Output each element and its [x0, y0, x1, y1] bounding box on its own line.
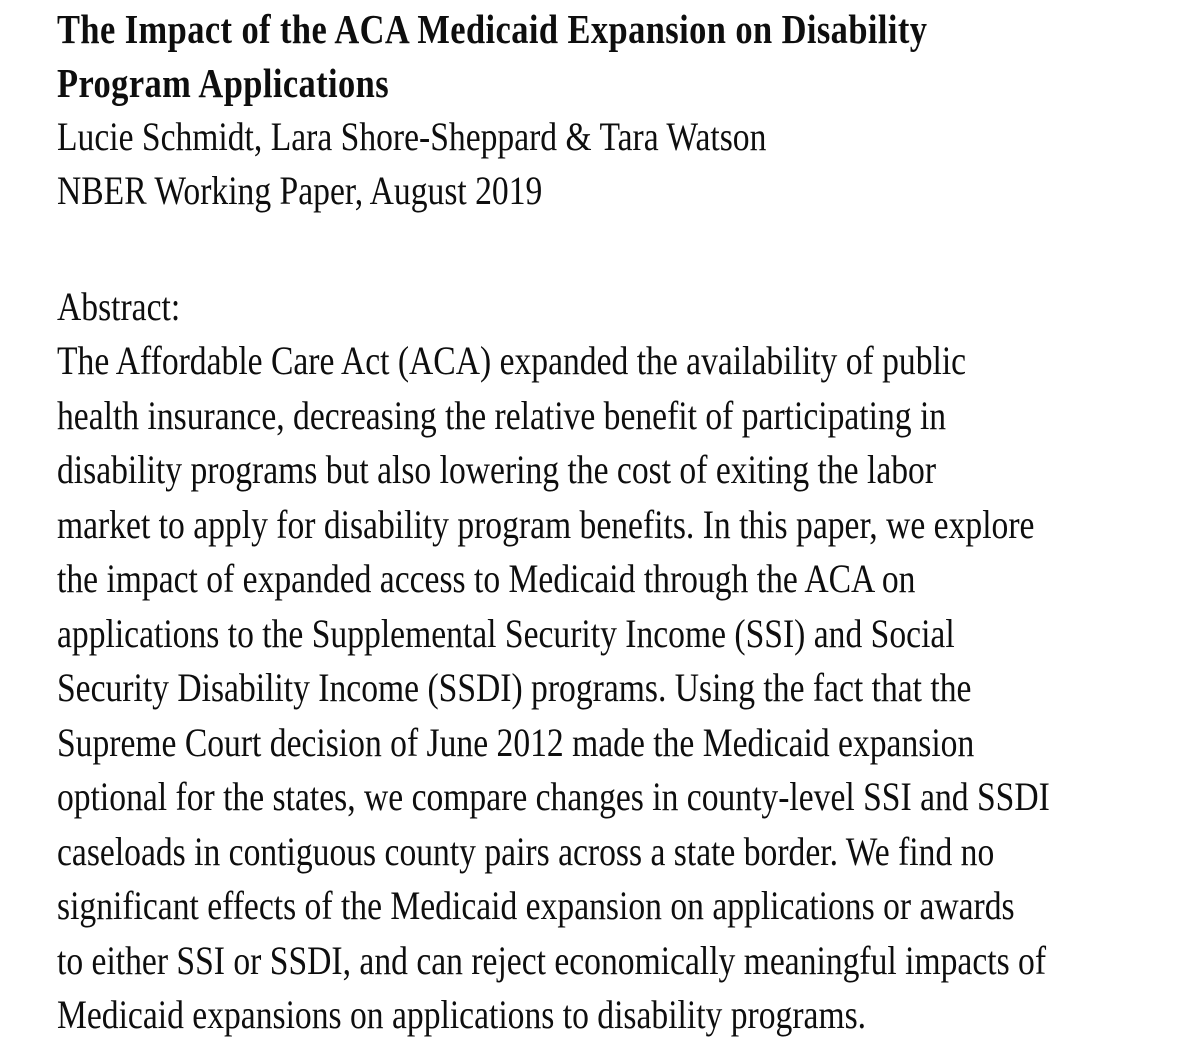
text-line: Supreme Court decision of June 2012 made the Medicaid expansion [57, 719, 975, 765]
text-line: disability programs but also lowering the cost of exiting the labor [57, 447, 937, 492]
text-line: The Affordable Care Act (ACA) expanded the availability of public [57, 338, 967, 383]
abstract-section [57, 280, 1050, 1043]
paper-authors: Lucie Schmidt, Lara Shore-Sheppard & Tara Watson [57, 114, 767, 159]
abstract-label: Abstract: [57, 284, 181, 329]
text-line: health insurance, decreasing the relative benefit of participating in [57, 392, 947, 438]
text-line: Security Disability Income (SSDI) programs. Using the fact that the [57, 665, 972, 710]
text-line: to either SSI or SSDI, and can reject economically meaningful impacts of [57, 937, 1047, 983]
text-line: market to apply for disability program benefits. In this paper, we explore [57, 501, 1035, 547]
text-line: optional for the states, we compare changes in county-level SSI and SSDI [57, 774, 1050, 819]
paper-header [57, 2, 984, 218]
paper-publication: NBER Working Paper, August 2019 [57, 168, 543, 213]
text-line: Medicaid expansions on applications to disability programs. [57, 992, 867, 1037]
text-line: Program Applications [57, 60, 390, 106]
paper-title [57, 2, 984, 110]
text-line: The Impact of the ACA Medicaid Expansion on Disability [57, 6, 928, 52]
text-line: significant effects of the Medicaid expansion on applications or awards [57, 883, 1015, 928]
text-line: applications to the Supplemental Security Income (SSI) and Social [57, 610, 955, 656]
abstract-text [57, 334, 1050, 1043]
text-line: the impact of expanded access to Medicaid through the ACA on [57, 556, 916, 601]
text-line: caseloads in contiguous county pairs across a state border. We find no [57, 828, 995, 874]
